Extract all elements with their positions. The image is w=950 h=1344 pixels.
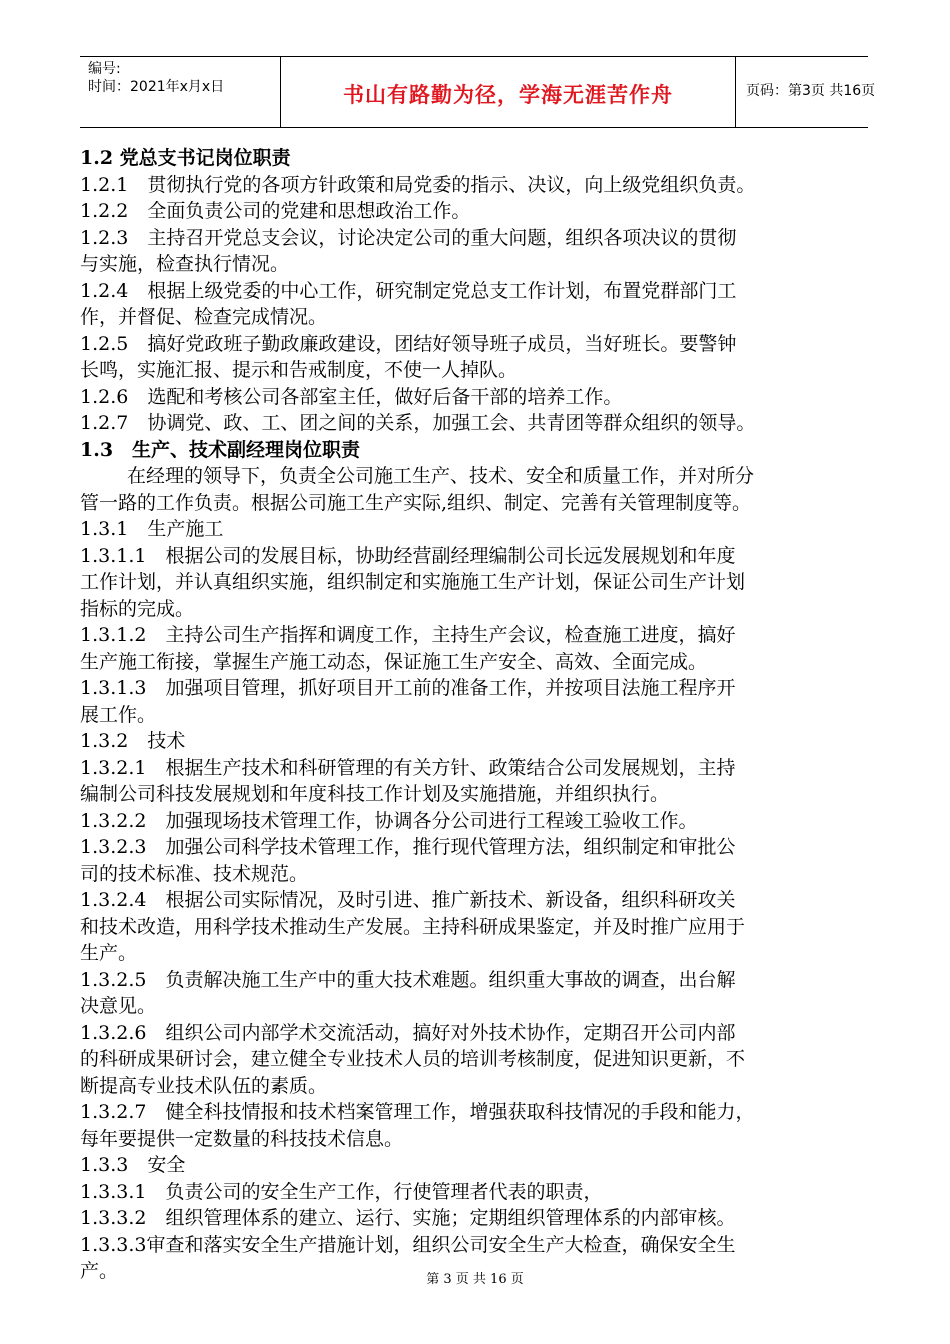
body-text-line: 每年要提供一定数量的科技技术信息。 [80,1127,404,1150]
body-text-line: 和技术改造，用科学技术推动生产发展。主持科研成果鉴定，并及时推广应用于 [80,915,746,938]
body-text-line: 1.2.2 全面负责公司的党建和思想政治工作。 [80,200,471,222]
body-text-line: 1.3.2.6 组织公司内部学术交流活动，搞好对外技术协作，定期召开公司内部 [80,1021,736,1044]
body-text-line: 与实施，检查执行情况。 [80,253,290,275]
section-heading: 1.3 生产、技术副经理岗位职责 [80,438,361,461]
body-text-line: 1.3.2.1 根据生产技术和科研管理的有关方针、政策结合公司发展规划，主持 [80,756,736,779]
body-text-line: 1.3.2.5 负责解决施工生产中的重大技术难题。组织重大事故的调查，出台解 [80,968,736,991]
body-text-line: 1.3.2.3 加强公司科学技术管理工作，推行现代管理方法，组织制定和审批公 [80,836,736,858]
body-text-line: 1.3.2.4 根据公司实际情况，及时引进、推广新技术、新设备，组织科研攻关 [80,889,736,911]
body-text-line: 生产。 [80,942,138,964]
body-text-line: 长鸣，实施汇报、提示和告戒制度，不使一人掉队。 [80,359,518,381]
body-text-line: 1.2.3 主持召开党总支会议，讨论决定公司的重大问题，组织各项决议的贯彻 [80,226,737,249]
body-text-line: 1.3.1 生产施工 [80,518,224,540]
body-text-line: 1.2.6 选配和考核公司各部室主任，做好后备干部的培养工作。 [80,385,623,408]
body-text-line: 1.2.7 协调党、政、工、团之间的关系，加强工会、共青团等群众组织的领导。 [80,412,756,434]
body-text-line: 指标的完成。 [80,597,195,620]
header-page-info: 页码：第3页 共16页 [746,83,876,99]
body-text-line: 生产施工衔接，掌握生产施工动态，保证施工生产安全、高效、全面完成。 [80,650,708,673]
document-number-label: 编号: [88,61,121,77]
body-text-line: 1.2.5 搞好党政班子勤政廉政建设，团结好领导班子成员，当好班长。要警钟 [80,332,737,355]
document-body [80,145,870,1285]
body-text-line: 1.3.2 技术 [80,730,186,752]
body-text-line: 编制公司科技发展规划和年度科技工作计划及实施措施，并组织执行。 [80,783,670,805]
page-footer: 第 3 页 共 16 页 [426,1272,524,1287]
body-text-line: 1.2.4 根据上级党委的中心工作，研究制定党总支工作计划，布置党群部门工 [80,279,737,302]
body-text-line: 管一路的工作负责。根据公司施工生产实际,组织、制定、完善有关管理制度等。 [80,491,752,514]
header-page-cell [736,57,876,127]
header-motto: 书山有路勤为径，学海无涯苦作舟 [343,83,673,107]
body-text-line: 断提高专业技术队伍的素质。 [80,1074,328,1097]
body-text-line: 1.3.2.2 加强现场技术管理工作，协调各分公司进行工程竣工验收工作。 [80,809,698,832]
body-text-line: 的科研成果研讨会，建立健全专业技术人员的培训考核制度，促进知识更新，不 [80,1048,746,1070]
body-text-line: 1.3.3.1 负责公司的安全生产工作，行使管理者代表的职责， [80,1180,603,1203]
body-text-line: 1.3.3 安全 [80,1154,186,1176]
body-text-line: 工作计划，并认真组织实施，组织制定和实施施工生产计划，保证公司生产计划 [80,571,746,593]
header-meta-cell [80,57,280,127]
body-text-line: 1.3.1.3 加强项目管理，抓好项目开工前的准备工作，并按项目法施工程序开 [80,677,736,699]
body-text-line: 在经理的领导下，负责全公司施工生产、技术、安全和质量工作，并对所分 [127,465,755,487]
body-text-line: 1.2.1 贯彻执行党的各项方针政策和局党委的指示、决议，向上级党组织负责。 [80,173,756,196]
body-text-line: 1.3.3.2 组织管理体系的建立、运行、实施；定期组织管理体系的内部审核。 [80,1207,736,1229]
body-text-line: 1.3.3.3审查和落实安全生产措施计划，组织公司安全生产大检查，确保安全生 [80,1233,736,1256]
page-header [80,56,876,128]
body-text-line: 产。 [80,1260,119,1282]
body-text-line: 决意见。 [80,995,157,1017]
body-text-line: 1.3.1.2 主持公司生产指挥和调度工作，主持生产会议，检查施工进度，搞好 [80,624,736,646]
body-text-line: 1.3.1.1 根据公司的发展目标，协助经营副经理编制公司长远发展规划和年度 [80,544,736,567]
body-text-line: 司的技术标准、技术规范。 [80,862,309,885]
section-heading: 1.2 党总支书记岗位职责 [80,147,291,169]
document-date-label: 时间：2021年x月x日 [88,79,225,95]
header-motto-cell [280,57,736,127]
body-text-line: 作，并督促、检查完成情况。 [80,306,328,328]
body-text-line: 展工作。 [80,703,157,726]
body-text-line: 1.3.2.7 健全科技情报和技术档案管理工作，增强获取科技情况的手段和能力， [80,1101,755,1123]
